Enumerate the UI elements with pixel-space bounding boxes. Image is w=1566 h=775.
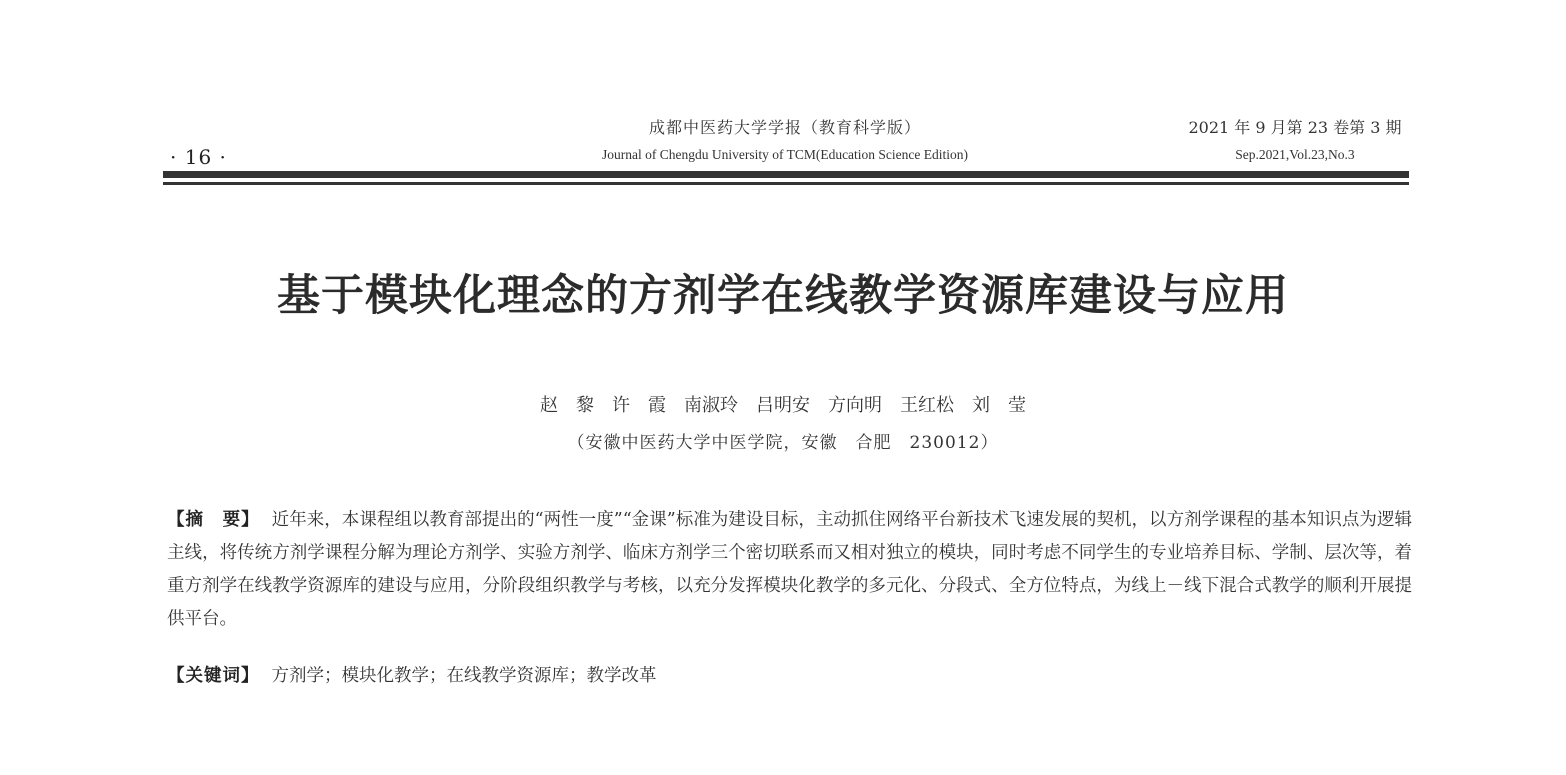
journal-name-cn: 成都中医药大学学报（教育科学版） <box>648 118 921 137</box>
keywords <box>167 660 1412 693</box>
issue-info-cn: 2021 年 9 月第 23 卷第 3 期 <box>1188 118 1402 137</box>
page-number: · 16 · <box>170 145 227 169</box>
keywords-label: 【关键词】 <box>167 666 260 686</box>
keywords-text: 方剂学；模块化教学；在线教学资源库；教学改革 <box>271 666 657 686</box>
issue-info <box>1150 118 1440 164</box>
paper-title: 基于模块化理念的方剂学在线教学资源库建设与应用 <box>277 271 1289 321</box>
header-rule-thin <box>163 182 1409 185</box>
abstract <box>167 504 1412 636</box>
abstract-label: 【摘 要】 <box>167 510 260 530</box>
affiliation: （安徽中医药大学中医学院，安徽 合肥 230012） <box>567 433 999 453</box>
journal-name-en: Journal of Chengdu University of TCM(Education Science Edition) <box>601 147 969 162</box>
abstract-text: 近年来，本课程组以教育部提出的“两性一度”“金课”标准为建设目标，主动抓住网络平台新技术飞速发展的契机，以方剂学课程的基本知识点为逻辑主线，将传统方剂学课程分解为理论方剂学、实验方剂学、临床方剂学三个密切联系而又相对独立的模块，同时考虑不同学生的专业培养目标、学制、层次等，着重方剂学在线教学资源库的建设与应用，分阶段组织教学与考核，以充分发挥模块化教学的多元化、分段式、全方位特点，为线上－线下混合式教学的顺利开展提供平台。 <box>167 510 1412 629</box>
author-list: 赵 黎 许 霞 南淑玲 吕明安 方向明 王红松 刘 莹 <box>540 395 1026 416</box>
journal-header <box>510 118 1060 164</box>
issue-info-en: Sep.2021,Vol.23,No.3 <box>1235 147 1355 162</box>
header-rule-thick <box>163 171 1409 178</box>
